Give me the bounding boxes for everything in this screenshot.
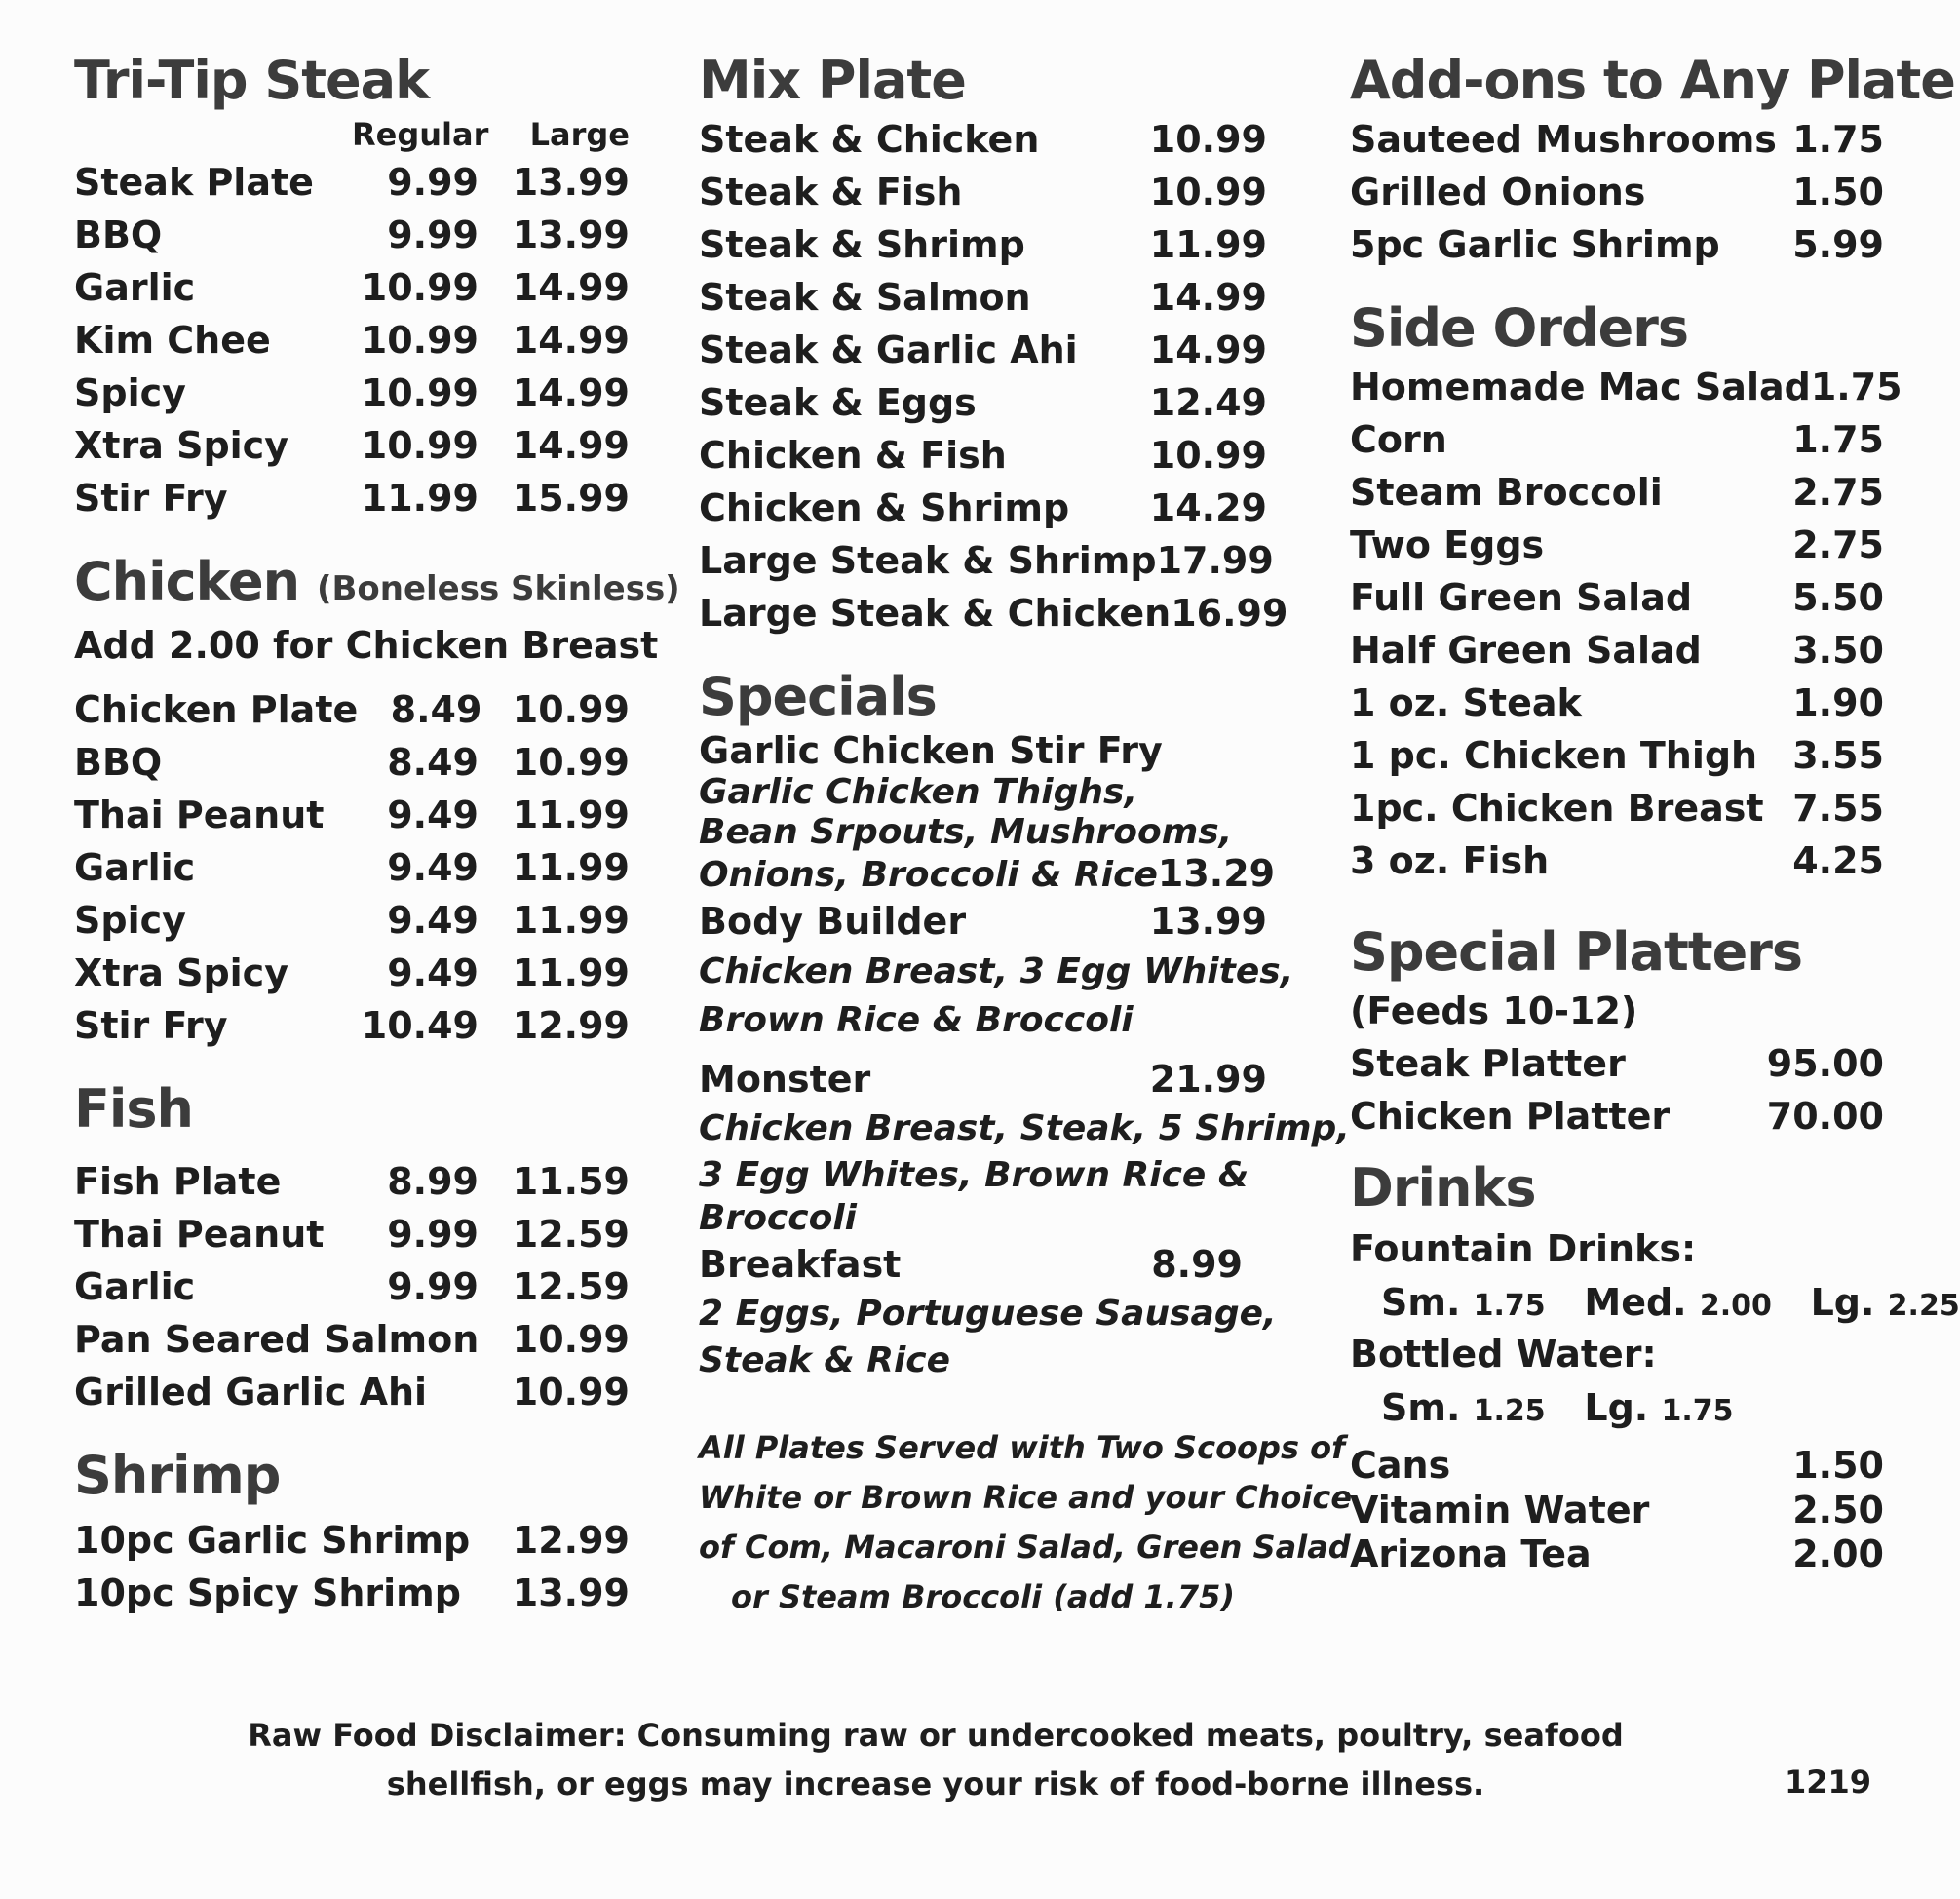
item-price: 70.00	[1766, 1095, 1884, 1138]
menu-item	[699, 852, 1276, 895]
item-name: Two Eggs	[1350, 523, 1545, 566]
special-description: Chicken Breast, 3 Egg Whites,	[699, 951, 1294, 991]
menu-item	[74, 1208, 630, 1260]
item-price-regular: 8.49	[387, 741, 479, 784]
menu-item	[699, 1238, 1267, 1291]
item-name: Chicken Plate	[74, 688, 359, 731]
tritip-list	[74, 156, 630, 524]
menu-item	[1350, 466, 1884, 519]
menu-item	[1350, 1037, 1884, 1090]
chicken-title: Chicken	[74, 551, 300, 612]
item-price: 14.99	[1149, 276, 1267, 319]
menu-item	[74, 156, 630, 209]
item-name: Steam Broccoli	[1350, 471, 1663, 514]
item-price: 4.25	[1792, 839, 1884, 882]
tritip-column-headers	[74, 113, 630, 156]
menu-item	[1350, 519, 1884, 571]
item-name: Thai Peanut	[74, 1213, 325, 1256]
item-name: Kim Chee	[74, 319, 271, 362]
item-name: Grilled Garlic Ahi	[74, 1371, 428, 1414]
item-price-large: 10.99	[512, 688, 630, 731]
fish-section	[74, 1077, 630, 1418]
size-price: 2.00	[1699, 1289, 1772, 1323]
menu-item	[1350, 624, 1884, 677]
column-middle	[699, 49, 1353, 1622]
menu-item	[1350, 218, 1884, 271]
item-name: 5pc Garlic Shrimp	[1350, 223, 1720, 266]
item-name: Steak & Salmon	[699, 276, 1031, 319]
size-price: 1.75	[1661, 1394, 1734, 1428]
item-price: 21.99	[1149, 1058, 1267, 1101]
menu-item	[1350, 361, 1902, 413]
item-price-regular: 9.49	[387, 794, 479, 836]
drinks-heading: Drinks	[1350, 1157, 1536, 1219]
item-name: Steak & Chicken	[699, 118, 1040, 161]
item-name: 10pc Garlic Shrimp	[74, 1519, 471, 1562]
item-price: 13.29	[1157, 852, 1276, 895]
menu-item	[699, 166, 1267, 218]
menu-item	[699, 324, 1267, 376]
item-price-large: 11.99	[512, 794, 630, 836]
menu-item	[1350, 1488, 1884, 1532]
menu-item	[1350, 782, 1884, 834]
item-price-regular: 10.99	[361, 319, 479, 362]
item-name: Full Green Salad	[1350, 576, 1693, 619]
menu-item	[1350, 1443, 1884, 1488]
item-name: Fish Plate	[74, 1160, 282, 1203]
item-price: 95.00	[1766, 1042, 1884, 1085]
item-price-large: 12.99	[512, 1519, 630, 1562]
item-price-regular: 9.49	[387, 846, 479, 889]
item-price-regular: 9.49	[387, 899, 479, 942]
item-name: Garlic	[74, 1265, 196, 1308]
item-name: BBQ	[74, 741, 163, 784]
item-name: Xtra Spicy	[74, 424, 288, 467]
menu-item	[1350, 729, 1884, 782]
menu-item	[1350, 166, 1884, 218]
menu-item	[74, 314, 630, 367]
chicken-breast-note: Add 2.00 for Chicken Breast	[74, 624, 659, 667]
special-description: 3 Egg Whites, Brown Rice &	[699, 1155, 1249, 1195]
bottled-water-label: Bottled Water:	[1350, 1333, 1657, 1376]
menu-item	[1350, 571, 1884, 624]
item-name: Breakfast	[699, 1243, 902, 1286]
item-price: 1.75	[1792, 118, 1884, 161]
mix-plate-list	[699, 113, 1288, 639]
item-price-large: 14.99	[512, 424, 630, 467]
menu-item	[1350, 1532, 1884, 1575]
item-name: Corn	[1350, 418, 1447, 461]
item-price: 3.55	[1792, 734, 1884, 777]
item-price: 2.75	[1792, 523, 1884, 566]
item-price: 12.49	[1149, 381, 1267, 424]
item-price: 7.55	[1792, 787, 1884, 830]
item-price-regular: 9.99	[387, 1213, 479, 1256]
item-price: 17.99	[1156, 539, 1274, 582]
item-price-large: 13.99	[512, 213, 630, 256]
special-description: Onions, Broccoli & Rice	[699, 855, 1158, 895]
menu-item	[699, 376, 1267, 429]
item-price: 13.99	[1149, 900, 1267, 943]
size-price: 1.75	[1473, 1289, 1546, 1323]
item-price: 1.50	[1792, 171, 1884, 213]
special-platters-section	[1350, 920, 1884, 1143]
special-name: Garlic Chicken Stir Fry	[699, 729, 1163, 772]
menu-item	[1350, 113, 1884, 166]
item-name: Vitamin Water	[1350, 1489, 1650, 1531]
fountain-drink-sizes	[1350, 1277, 1960, 1332]
item-price: 2.00	[1792, 1532, 1884, 1575]
menu-item	[74, 1155, 630, 1208]
side-orders-heading: Side Orders	[1350, 297, 1689, 359]
item-price: 10.99	[1149, 434, 1267, 477]
menu-item	[74, 209, 630, 261]
item-price: 8.99	[1151, 1243, 1243, 1286]
item-name: Steak & Eggs	[699, 381, 977, 424]
item-price-large: 10.99	[512, 1318, 630, 1361]
platters-feeds-note: (Feeds 10-12)	[1350, 989, 1638, 1032]
chicken-heading	[74, 550, 680, 621]
size-label: Sm.	[1381, 1386, 1461, 1429]
item-price-regular: 9.99	[387, 161, 479, 204]
item-name: Steak & Garlic Ahi	[699, 329, 1078, 371]
special-description: Broccoli	[699, 1198, 858, 1238]
menu-item	[74, 367, 630, 419]
item-name: Stir Fry	[74, 1004, 228, 1047]
item-price: 1.50	[1792, 1444, 1884, 1487]
menu-item	[699, 587, 1288, 639]
item-price: 2.50	[1792, 1489, 1884, 1531]
item-price-large: 12.99	[512, 1004, 630, 1047]
item-name: Body Builder	[699, 900, 967, 943]
item-price: 1.75	[1792, 418, 1884, 461]
menu-code: 1219	[1784, 1763, 1871, 1801]
item-name: Thai Peanut	[74, 794, 325, 836]
item-name: Half Green Salad	[1350, 629, 1702, 672]
raw-food-disclaimer: Raw Food Disclaimer: Consuming raw or undercooked meats, poultry, seafood shellfish, or eggs may increase your risk of food-borne illness.	[248, 1717, 1624, 1802]
menu-item	[74, 1260, 630, 1313]
item-price: 10.99	[1149, 171, 1267, 213]
menu-item	[699, 113, 1267, 166]
item-price-large: 15.99	[512, 477, 630, 520]
item-name: Steak & Shrimp	[699, 223, 1025, 266]
menu-item	[699, 218, 1267, 271]
column-left	[74, 49, 680, 1619]
menu-item	[699, 534, 1274, 587]
menu-item	[699, 482, 1267, 534]
item-name: Garlic	[74, 266, 196, 309]
item-price-regular: 8.99	[387, 1160, 479, 1203]
specials-heading: Specials	[699, 666, 937, 727]
item-name: 10pc Spicy Shrimp	[74, 1571, 461, 1614]
size-label: Sm.	[1381, 1281, 1461, 1324]
bottled-water-sizes	[1350, 1376, 1884, 1443]
menu-item	[74, 947, 630, 999]
item-price: 3.50	[1792, 629, 1884, 672]
item-name: Chicken & Fish	[699, 434, 1007, 477]
item-name: Sauteed Mushrooms	[1350, 118, 1777, 161]
item-name: 1 pc. Chicken Thigh	[1350, 734, 1758, 777]
shrimp-heading: Shrimp	[74, 1445, 281, 1506]
item-price-large: 10.99	[512, 741, 630, 784]
item-name: Garlic	[74, 846, 196, 889]
item-name: Xtra Spicy	[74, 951, 288, 994]
menu-item	[74, 472, 630, 524]
item-name: Large Steak & Chicken	[699, 592, 1172, 635]
item-price-large: 11.99	[512, 951, 630, 994]
menu-item	[699, 271, 1267, 324]
item-price-large: 11.59	[512, 1160, 630, 1203]
item-name: Spicy	[74, 371, 186, 414]
item-price: 10.99	[1149, 118, 1267, 161]
item-price: 16.99	[1171, 592, 1288, 635]
mix-plate-heading: Mix Plate	[699, 50, 966, 111]
menu-item	[74, 736, 630, 789]
menu-item	[74, 789, 630, 841]
item-name: Chicken Platter	[1350, 1095, 1671, 1138]
menu-item	[74, 1366, 630, 1418]
menu-item	[74, 261, 630, 314]
menu-item	[74, 683, 630, 736]
menu-item	[74, 999, 630, 1052]
item-price-large: 11.99	[512, 899, 630, 942]
item-price: 5.50	[1792, 576, 1884, 619]
item-name: Stir Fry	[74, 477, 228, 520]
item-price-large: 11.99	[512, 846, 630, 889]
regular-header: Regular	[352, 116, 489, 153]
size-price: 2.25	[1887, 1289, 1960, 1323]
item-price-large: 12.59	[512, 1213, 630, 1256]
shrimp-section	[74, 1444, 630, 1619]
item-name: Steak Plate	[74, 161, 314, 204]
item-price-regular: 10.99	[361, 424, 479, 467]
menu-item	[74, 841, 630, 894]
specials-section	[699, 665, 1350, 1384]
item-name: Cans	[1350, 1444, 1451, 1487]
item-price-large: 14.99	[512, 319, 630, 362]
menu-item	[1350, 834, 1884, 887]
item-price-large: 10.99	[512, 1371, 630, 1414]
addons-heading: Add-ons to Any Plate	[1350, 50, 1955, 111]
item-price-regular: 10.49	[361, 1004, 479, 1047]
item-price-large: 12.59	[512, 1265, 630, 1308]
menu-item	[74, 1313, 630, 1366]
item-name: 1pc. Chicken Breast	[1350, 787, 1764, 830]
item-price-regular: 10.99	[361, 371, 479, 414]
item-price-large: 14.99	[512, 266, 630, 309]
special-platters-heading: Special Platters	[1350, 921, 1802, 983]
special-description: Bean Srpouts, Mushrooms,	[699, 812, 1233, 852]
item-price-large: 13.99	[512, 161, 630, 204]
item-name: Steak Platter	[1350, 1042, 1626, 1085]
menu-item	[699, 429, 1267, 482]
item-name: Monster	[699, 1058, 871, 1101]
fountain-drinks-label: Fountain Drinks:	[1350, 1227, 1697, 1270]
size-label: Lg.	[1584, 1386, 1649, 1429]
item-price-regular: 8.49	[390, 688, 482, 731]
chicken-subtitle: (Boneless Skinless)	[316, 569, 680, 608]
item-price: 5.99	[1792, 223, 1884, 266]
drinks-section	[1350, 1156, 1960, 1575]
menu-item	[699, 1053, 1267, 1105]
menu-item	[699, 895, 1267, 948]
item-price-large: 13.99	[512, 1571, 630, 1614]
item-name: 1 oz. Steak	[1350, 681, 1582, 724]
item-name: Arizona Tea	[1350, 1532, 1592, 1575]
menu-item	[74, 1567, 630, 1619]
item-price: 1.90	[1792, 681, 1884, 724]
item-price-regular: 9.49	[387, 951, 479, 994]
item-name: Homemade Mac Salad	[1350, 366, 1811, 408]
special-description: Brown Rice & Broccoli	[699, 1000, 1134, 1040]
item-price: 14.99	[1149, 329, 1267, 371]
size-label: Med.	[1584, 1281, 1687, 1324]
menu-item	[74, 1514, 630, 1567]
item-price: 2.75	[1792, 471, 1884, 514]
size-price: 1.25	[1473, 1394, 1546, 1428]
item-name: BBQ	[74, 213, 163, 256]
item-price: 14.29	[1149, 486, 1267, 529]
menu-item	[74, 894, 630, 947]
size-label: Lg.	[1810, 1281, 1875, 1324]
item-name: Chicken & Shrimp	[699, 486, 1070, 529]
menu-item	[1350, 413, 1884, 466]
item-price: 1.75	[1810, 366, 1902, 408]
item-name: Steak & Fish	[699, 171, 963, 213]
column-right	[1350, 49, 1960, 1575]
item-name: Grilled Onions	[1350, 171, 1646, 213]
side-orders-section	[1350, 296, 1902, 887]
tritip-heading: Tri-Tip Steak	[74, 50, 429, 111]
item-price-large: 14.99	[512, 371, 630, 414]
special-description: Chicken Breast, Steak, 5 Shrimp,	[699, 1108, 1350, 1148]
item-price-regular: 9.99	[387, 213, 479, 256]
special-description: 2 Eggs, Portuguese Sausage,	[699, 1294, 1277, 1334]
item-name: 3 oz. Fish	[1350, 839, 1550, 882]
menu-item	[74, 419, 630, 472]
item-name: Pan Seared Salmon	[74, 1318, 480, 1361]
menu-item	[1350, 677, 1884, 729]
menu-item	[1350, 1090, 1884, 1143]
large-header: Large	[529, 116, 630, 153]
item-name: Spicy	[74, 899, 186, 942]
special-description: Garlic Chicken Thighs,	[699, 772, 1138, 812]
item-price-regular: 11.99	[361, 477, 479, 520]
item-price: 11.99	[1149, 223, 1267, 266]
special-description: Steak & Rice	[699, 1340, 951, 1380]
fish-heading: Fish	[74, 1078, 193, 1140]
item-price-regular: 10.99	[361, 266, 479, 309]
item-name: Large Steak & Shrimp	[699, 539, 1157, 582]
chicken-section	[74, 550, 680, 1052]
item-price-regular: 9.99	[387, 1265, 479, 1308]
plates-footnote: All Plates Served with Two Scoops of White or Brown Rice and your Choice of Com, Macaroni Salad, Green Salad or Steam Broccoli (add 1.75)	[699, 1429, 1353, 1615]
